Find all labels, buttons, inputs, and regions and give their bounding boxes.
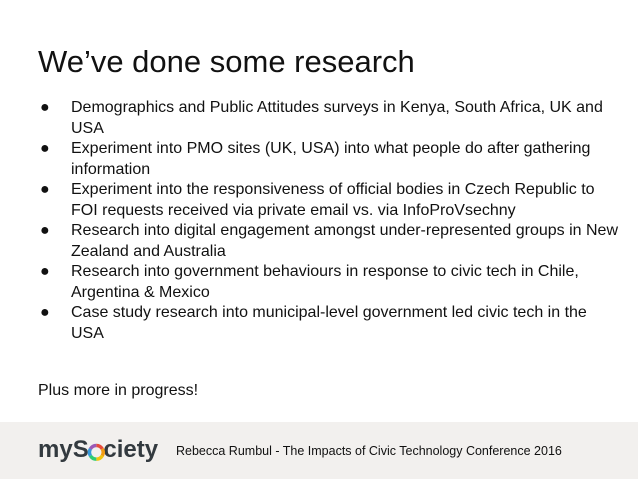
logo-ring-segment <box>89 449 90 456</box>
bullet-item <box>38 98 623 139</box>
slide-title: We’ve done some research <box>38 44 415 79</box>
bullet-dot-icon: ● <box>40 263 50 280</box>
footer-caption: Rebecca Rumbul - The Impacts of Civic Technology Conference 2016 <box>176 444 562 458</box>
bullet-dot-icon: ● <box>40 304 50 321</box>
logo-ring-segment <box>90 456 96 459</box>
bullet-text: Experiment into the responsiveness of official bodies in Czech Republic to FOI requests received via private email vs. via InfoProVsechny <box>71 181 595 219</box>
logo-ring-segment <box>96 456 102 459</box>
bullet-text: Experiment into PMO sites (UK, USA) into what people do after gathering information <box>71 140 591 178</box>
bullet-item <box>38 221 623 262</box>
bullet-item <box>38 180 623 221</box>
footer-bar <box>0 422 638 479</box>
logo-ring-segment <box>90 446 96 449</box>
logo-ring-segment <box>96 446 102 449</box>
bullet-text: Research into government behaviours in response to civic tech in Chile, Argentina & Mexico <box>71 263 579 301</box>
multicolor-ring-icon <box>87 443 106 462</box>
bullet-item <box>38 262 623 303</box>
closing-text: Plus more in progress! <box>38 382 199 399</box>
bullet-dot-icon: ● <box>40 99 50 116</box>
bullet-text: Research into digital engagement amongst under-represented groups in New Zealand and Australia <box>71 222 618 260</box>
bullet-text: Case study research into municipal-level government led civic tech in the USA <box>71 304 587 342</box>
bullet-text: Demographics and Public Attitudes surveys in Kenya, South Africa, UK and USA <box>71 99 603 137</box>
bullet-list <box>38 98 623 344</box>
bullet-item <box>38 139 623 180</box>
bullet-dot-icon: ● <box>40 181 50 198</box>
bullet-dot-icon: ● <box>40 140 50 157</box>
bullet-item <box>38 303 623 344</box>
bullet-dot-icon: ● <box>40 222 50 239</box>
logo-text: myS ciety <box>38 436 159 463</box>
logo-ring-segment <box>102 449 103 456</box>
mysociety-logo <box>38 436 158 464</box>
